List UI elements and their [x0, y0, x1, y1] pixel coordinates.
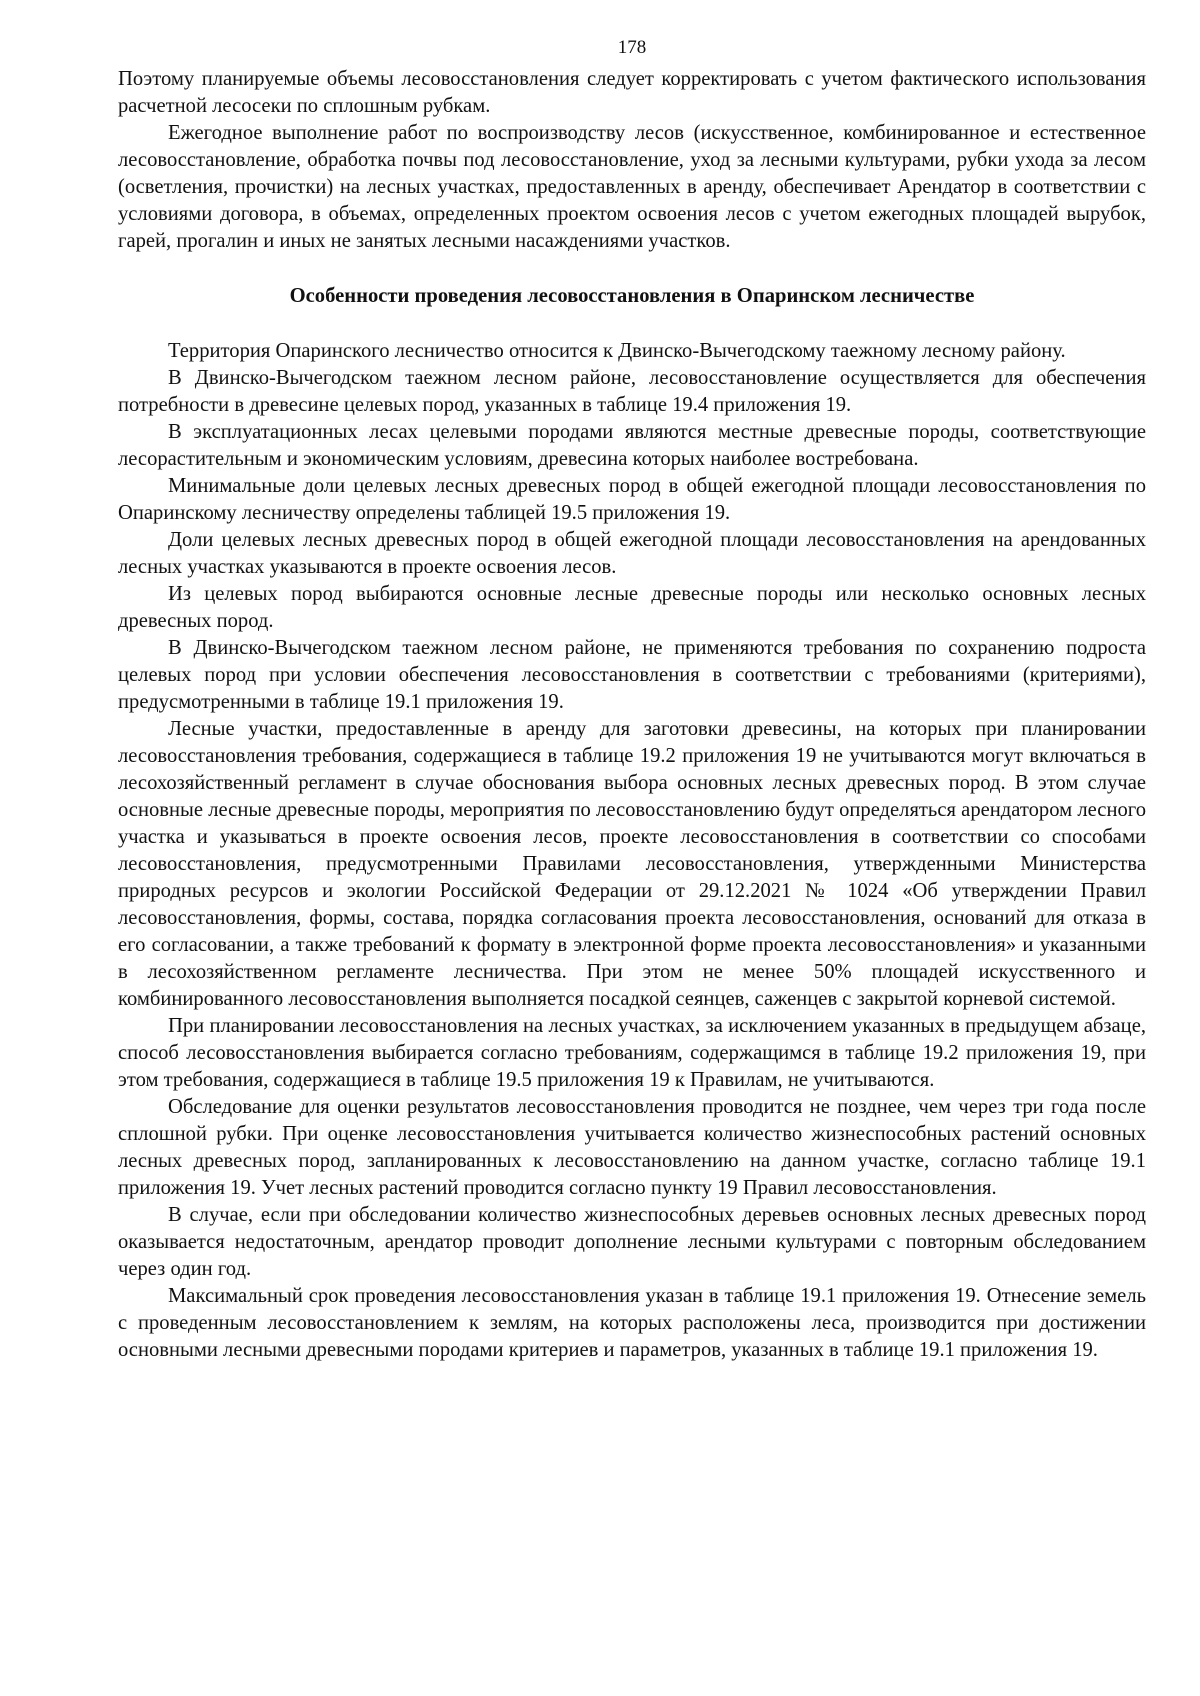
paragraph-5: Доли целевых лесных древесных пород в общей ежегодной площади лесовосстановления на арендованных лесных участках указываются в проекте освоения лесов.	[118, 529, 1146, 578]
paragraph-10: Обследование для оценки результатов лесовосстановления проводится не позднее, чем через три года после сплошной рубки. При оценке лесовосстановления учитывается количество жизнеспособных растений основных лесных древесных пород, запланированных к лесовосстановлению на данном участке, согласно таблице 19.1 приложения 19. Учет лесных растений проводится согласно пункту 19 Правил лесовосстановления.	[118, 1096, 1146, 1199]
document-page	[118, 36, 1146, 1364]
paragraph-8: Лесные участки, предоставленные в аренду для заготовки древесины, на которых при планировании лесовосстановления требования, содержащиеся в таблице 19.2 приложения 19 не учитываются могут включаться в лесохозяйственный регламент в случае обоснования выбора основных лесных древесных пород. В этом случае основные лесные древесные породы, мероприятия по лесовосстановлению будут определяться арендатором лесного участка и указываться в проекте освоения лесов, проекте лесовосстановления в соответствии со способами лесовосстановления, предусмотренными Правилами лесовосстановления, утвержденными Министерства природных ресурсов и экологии Российской Федерации от 29.12.2021 № 1024 «Об утверждении Правил лесовосстановления, формы, состава, порядка согласования проекта лесовосстановления, оснований для отказа в его согласовании, а также требований к формату в электронной форме проекта лесовосстановления» и указанными в лесохозяйственном регламенте лесничества. При этом не менее 50% площадей искусственного и комбинированного лесовосстановления выполняется посадкой сеянцев, саженцев с закрытой корневой системой.	[118, 718, 1146, 1010]
paragraph-9: При планировании лесовосстановления на лесных участках, за исключением указанных в предыдущем абзаце, способ лесовосстановления выбирается согласно требованиям, содержащимся в таблице 19.2 приложения 19, при этом требования, содержащиеся в таблице 19.5 приложения 19 к Правилам, не учитываются.	[118, 1015, 1146, 1091]
paragraph-2: В Двинско-Вычегодском таежном лесном районе, лесовосстановление осуществляется для обеспечения потребности в древесине целевых пород, указанных в таблице 19.4 приложения 19.	[118, 367, 1146, 416]
intro-paragraph-1: Поэтому планируемые объемы лесовосстановления следует корректировать с учетом фактического использования расчетной лесосеки по сплошным рубкам.	[118, 68, 1146, 117]
section-heading: Особенности проведения лесовосстановления в Опаринском лесничестве	[289, 285, 975, 307]
paragraph-4: Минимальные доли целевых лесных древесных пород в общей ежегодной площади лесовосстановления по Опаринскому лесничеству определены таблицей 19.5 приложения 19.	[118, 475, 1146, 524]
paragraph-12: Максимальный срок проведения лесовосстановления указан в таблице 19.1 приложения 19. Отнесение земель с проведенным лесовосстановлением к землям, на которых расположены леса, производится при достижении основными лесными древесными породами критериев и параметров, указанных в таблице 19.1 приложения 19.	[118, 1285, 1146, 1361]
paragraph-3: В эксплуатационных лесах целевыми породами являются местные древесные породы, соответствующие лесорастительным и экономическим условиям, древесина которых наиболее востребована.	[118, 421, 1146, 470]
page-number: 178	[617, 37, 647, 58]
paragraph-1: Территория Опаринского лесничество относится к Двинско-Вычегодскому таежному лесному району.	[168, 340, 1066, 362]
paragraph-11: В случае, если при обследовании количество жизнеспособных деревьев основных лесных древесных пород оказывается недостаточным, арендатор проводит дополнение лесными культурами с повторным обследованием через один год.	[118, 1204, 1146, 1280]
intro-paragraph-2: Ежегодное выполнение работ по воспроизводству лесов (искусственное, комбинированное и естественное лесовосстановление, обработка почвы под лесовосстановление, уход за лесными культурами, рубки ухода за лесом (осветления, прочистки) на лесных участках, предоставленных в аренду, обеспечивает Арендатор в соответствии с условиями договора, в объемах, определенных проектом освоения лесов с учетом ежегодных площадей вырубок, гарей, прогалин и иных не занятых лесными насаждениями участков.	[118, 122, 1146, 252]
paragraph-6: Из целевых пород выбираются основные лесные древесные породы или несколько основных лесных древесных пород.	[118, 583, 1146, 632]
paragraph-7: В Двинско-Вычегодском таежном лесном районе, не применяются требования по сохранению подроста целевых пород при условии обеспечения лесовосстановления в соответствии с требованиями (критериями), предусмотренными в таблице 19.1 приложения 19.	[118, 637, 1146, 713]
